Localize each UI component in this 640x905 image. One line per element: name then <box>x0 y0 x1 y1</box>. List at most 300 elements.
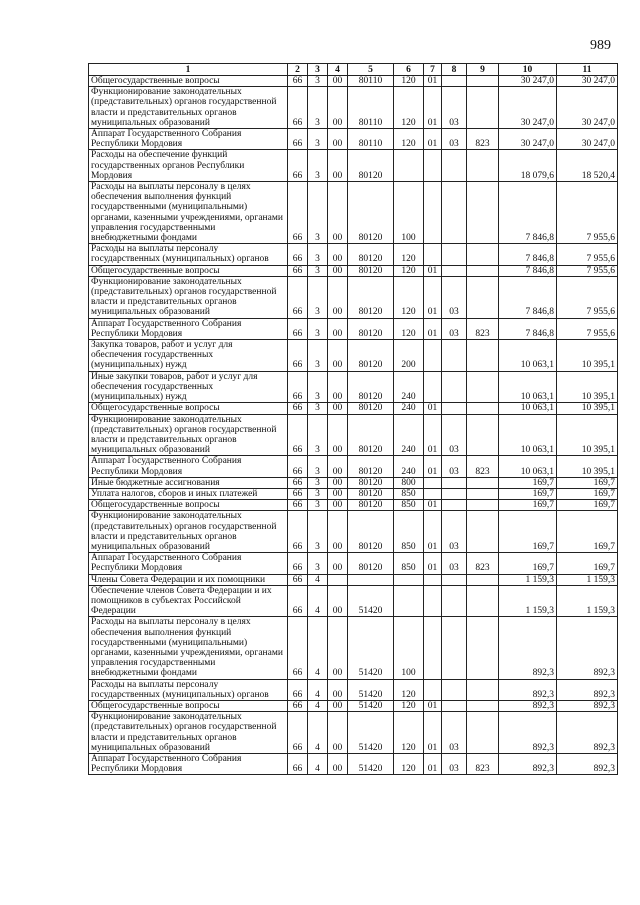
glava-cell: 66 <box>288 712 308 754</box>
code-cell: 00 <box>328 87 348 129</box>
amount-cell: 10 395,1 <box>557 414 618 456</box>
expense-type-cell: 120 <box>394 318 424 339</box>
row-name-cell: Функционирование законодательных (представительных) органов государственной власти и представительных органов муниципальных образований <box>89 414 288 456</box>
amount-cell: 169,7 <box>557 553 618 574</box>
glava-cell: 66 <box>288 129 308 150</box>
table-row <box>89 712 618 754</box>
amount-cell: 169,7 <box>557 511 618 553</box>
section-cell: 01 <box>424 456 442 477</box>
subsection-cell <box>442 574 467 585</box>
ministry-cell <box>467 150 499 182</box>
glava-cell: 66 <box>288 150 308 182</box>
expense-type-cell: 120 <box>394 679 424 700</box>
subsection-cell: 03 <box>442 553 467 574</box>
target-article-cell: 80120 <box>348 553 394 574</box>
target-article-cell: 80120 <box>348 244 394 265</box>
subsection-cell <box>442 488 467 499</box>
row-name-cell: Расходы на выплаты персоналу в целях обеспечения выполнения функций государственными (муниципальными) органами, казенными учреждениями, органами управления государственными внебюджетными фондами <box>89 182 288 244</box>
row-name-cell: Расходы на выплаты персоналу государственных (муниципальных) органов <box>89 244 288 265</box>
ministry-cell <box>467 182 499 244</box>
ministry-cell <box>467 585 499 617</box>
amount-cell: 18 520,4 <box>557 150 618 182</box>
table-row <box>89 87 618 129</box>
expense-type-cell: 850 <box>394 511 424 553</box>
row-name-cell: Расходы на обеспечение функций государственных органов Республики Мордовия <box>89 150 288 182</box>
code-cell: 3 <box>308 265 328 276</box>
code-cell: 3 <box>308 553 328 574</box>
code-cell: 3 <box>308 150 328 182</box>
glava-cell: 66 <box>288 76 308 87</box>
section-cell: 01 <box>424 511 442 553</box>
code-cell: 4 <box>308 585 328 617</box>
code-cell: 3 <box>308 76 328 87</box>
row-name-cell: Функционирование законодательных (представительных) органов государственной власти и представительных органов муниципальных образований <box>89 511 288 553</box>
section-cell: 01 <box>424 318 442 339</box>
subsection-cell <box>442 585 467 617</box>
glava-cell: 66 <box>288 340 308 372</box>
ministry-cell: 823 <box>467 553 499 574</box>
column-header: 4 <box>328 64 348 76</box>
table-row <box>89 150 618 182</box>
glava-cell: 66 <box>288 754 308 775</box>
amount-cell: 1 159,3 <box>557 585 618 617</box>
table-row <box>89 511 618 553</box>
code-cell: 00 <box>328 712 348 754</box>
subsection-cell <box>442 182 467 244</box>
subsection-cell: 03 <box>442 414 467 456</box>
ministry-cell <box>467 265 499 276</box>
code-cell: 00 <box>328 511 348 553</box>
code-cell: 3 <box>308 129 328 150</box>
expense-type-cell <box>394 574 424 585</box>
column-header: 8 <box>442 64 467 76</box>
amount-cell: 7 846,8 <box>499 318 557 339</box>
glava-cell: 66 <box>288 477 308 488</box>
ministry-cell: 823 <box>467 318 499 339</box>
section-cell <box>424 340 442 372</box>
column-header: 6 <box>394 64 424 76</box>
expense-type-cell: 240 <box>394 371 424 403</box>
glava-cell: 66 <box>288 87 308 129</box>
amount-cell: 892,3 <box>499 700 557 711</box>
subsection-cell <box>442 500 467 511</box>
ministry-cell <box>467 76 499 87</box>
code-cell: 3 <box>308 403 328 414</box>
table-row <box>89 500 618 511</box>
section-cell: 01 <box>424 553 442 574</box>
code-cell: 3 <box>308 182 328 244</box>
subsection-cell: 03 <box>442 456 467 477</box>
code-cell: 3 <box>308 456 328 477</box>
row-name-cell: Функционирование законодательных (представительных) органов государственной власти и представительных органов муниципальных образований <box>89 87 288 129</box>
code-cell: 00 <box>328 500 348 511</box>
table-row <box>89 700 618 711</box>
target-article-cell: 80120 <box>348 511 394 553</box>
glava-cell: 66 <box>288 403 308 414</box>
expense-type-cell: 120 <box>394 276 424 318</box>
column-header: 10 <box>499 64 557 76</box>
ministry-cell: 823 <box>467 754 499 775</box>
row-name-cell: Аппарат Государственного Собрания Республики Мордовия <box>89 754 288 775</box>
row-name-cell: Общегосударственные вопросы <box>89 403 288 414</box>
amount-cell: 30 247,0 <box>499 76 557 87</box>
target-article-cell: 80120 <box>348 414 394 456</box>
ministry-cell <box>467 574 499 585</box>
amount-cell: 169,7 <box>499 511 557 553</box>
amount-cell: 30 247,0 <box>557 87 618 129</box>
expense-type-cell: 120 <box>394 712 424 754</box>
expense-type-cell: 100 <box>394 182 424 244</box>
code-cell: 00 <box>328 585 348 617</box>
table-row <box>89 76 618 87</box>
target-article-cell: 80120 <box>348 403 394 414</box>
column-header: 2 <box>288 64 308 76</box>
section-cell: 01 <box>424 500 442 511</box>
amount-cell: 30 247,0 <box>557 76 618 87</box>
ministry-cell <box>467 700 499 711</box>
target-article-cell: 80120 <box>348 265 394 276</box>
row-name-cell: Общегосударственные вопросы <box>89 500 288 511</box>
section-cell <box>424 182 442 244</box>
section-cell <box>424 574 442 585</box>
row-name-cell: Члены Совета Федерации и их помощники <box>89 574 288 585</box>
row-name-cell: Аппарат Государственного Собрания Республики Мордовия <box>89 129 288 150</box>
amount-cell: 30 247,0 <box>557 129 618 150</box>
target-article-cell: 51420 <box>348 617 394 679</box>
ministry-cell <box>467 488 499 499</box>
target-article-cell <box>348 574 394 585</box>
subsection-cell <box>442 403 467 414</box>
subsection-cell <box>442 265 467 276</box>
ministry-cell <box>467 371 499 403</box>
page-number: 989 <box>590 38 611 53</box>
glava-cell: 66 <box>288 456 308 477</box>
expense-type-cell: 240 <box>394 456 424 477</box>
glava-cell: 66 <box>288 371 308 403</box>
table-row <box>89 265 618 276</box>
code-cell: 00 <box>328 754 348 775</box>
glava-cell: 66 <box>288 679 308 700</box>
ministry-cell: 823 <box>467 456 499 477</box>
expense-type-cell: 800 <box>394 477 424 488</box>
expense-type-cell <box>394 150 424 182</box>
ministry-cell <box>467 511 499 553</box>
target-article-cell: 80110 <box>348 87 394 129</box>
section-cell: 01 <box>424 712 442 754</box>
table-row <box>89 414 618 456</box>
section-cell: 01 <box>424 87 442 129</box>
target-article-cell: 80110 <box>348 129 394 150</box>
amount-cell: 169,7 <box>499 553 557 574</box>
header-row <box>89 64 618 76</box>
expense-type-cell: 120 <box>394 129 424 150</box>
section-cell: 01 <box>424 700 442 711</box>
glava-cell: 66 <box>288 182 308 244</box>
code-cell: 3 <box>308 371 328 403</box>
amount-cell: 892,3 <box>499 712 557 754</box>
amount-cell: 169,7 <box>499 500 557 511</box>
amount-cell: 30 247,0 <box>499 129 557 150</box>
target-article-cell: 80120 <box>348 150 394 182</box>
code-cell: 00 <box>328 371 348 403</box>
table-row <box>89 553 618 574</box>
amount-cell: 7 955,6 <box>557 318 618 339</box>
amount-cell: 7 955,6 <box>557 182 618 244</box>
glava-cell: 66 <box>288 617 308 679</box>
ministry-cell <box>467 403 499 414</box>
section-cell: 01 <box>424 76 442 87</box>
amount-cell: 10 063,1 <box>499 414 557 456</box>
section-cell: 01 <box>424 403 442 414</box>
row-name-cell: Аппарат Государственного Собрания Республики Мордовия <box>89 456 288 477</box>
code-cell: 4 <box>308 754 328 775</box>
glava-cell: 66 <box>288 488 308 499</box>
target-article-cell: 80120 <box>348 318 394 339</box>
code-cell: 00 <box>328 129 348 150</box>
table-row <box>89 244 618 265</box>
ministry-cell <box>467 340 499 372</box>
row-name-cell: Аппарат Государственного Собрания Республики Мордовия <box>89 553 288 574</box>
section-cell: 01 <box>424 265 442 276</box>
row-name-cell: Иные закупки товаров, работ и услуг для обеспечения государственных (муниципальных) нужд <box>89 371 288 403</box>
section-cell <box>424 585 442 617</box>
subsection-cell: 03 <box>442 276 467 318</box>
amount-cell: 7 955,6 <box>557 276 618 318</box>
subsection-cell: 03 <box>442 754 467 775</box>
code-cell: 00 <box>328 276 348 318</box>
subsection-cell: 03 <box>442 87 467 129</box>
column-header: 9 <box>467 64 499 76</box>
table-row <box>89 585 618 617</box>
code-cell: 3 <box>308 511 328 553</box>
table-row <box>89 276 618 318</box>
subsection-cell <box>442 150 467 182</box>
subsection-cell: 03 <box>442 712 467 754</box>
row-name-cell: Общегосударственные вопросы <box>89 265 288 276</box>
row-name-cell: Аппарат Государственного Собрания Республики Мордовия <box>89 318 288 339</box>
amount-cell: 18 079,6 <box>499 150 557 182</box>
code-cell: 00 <box>328 456 348 477</box>
section-cell <box>424 679 442 700</box>
amount-cell: 169,7 <box>499 488 557 499</box>
target-article-cell: 80120 <box>348 477 394 488</box>
column-header: 11 <box>557 64 618 76</box>
ministry-cell <box>467 500 499 511</box>
code-cell: 00 <box>328 403 348 414</box>
code-cell: 00 <box>328 150 348 182</box>
code-cell: 00 <box>328 182 348 244</box>
section-cell <box>424 150 442 182</box>
budget-table <box>88 63 618 775</box>
code-cell: 3 <box>308 488 328 499</box>
subsection-cell: 03 <box>442 318 467 339</box>
glava-cell: 66 <box>288 585 308 617</box>
table-row <box>89 456 618 477</box>
section-cell <box>424 477 442 488</box>
glava-cell: 66 <box>288 244 308 265</box>
glava-cell: 66 <box>288 276 308 318</box>
subsection-cell <box>442 371 467 403</box>
code-cell: 00 <box>328 679 348 700</box>
code-cell: 00 <box>328 244 348 265</box>
code-cell: 3 <box>308 477 328 488</box>
section-cell: 01 <box>424 414 442 456</box>
amount-cell: 892,3 <box>557 712 618 754</box>
expense-type-cell: 120 <box>394 754 424 775</box>
code-cell: 3 <box>308 87 328 129</box>
expense-type-cell: 120 <box>394 265 424 276</box>
amount-cell: 169,7 <box>557 500 618 511</box>
expense-type-cell: 100 <box>394 617 424 679</box>
subsection-cell <box>442 76 467 87</box>
row-name-cell: Обеспечение членов Совета Федерации и их помощников в субъектах Российской Федерации <box>89 585 288 617</box>
subsection-cell <box>442 340 467 372</box>
target-article-cell: 51420 <box>348 754 394 775</box>
amount-cell: 1 159,3 <box>557 574 618 585</box>
target-article-cell: 80120 <box>348 488 394 499</box>
glava-cell: 66 <box>288 553 308 574</box>
amount-cell: 10 063,1 <box>499 340 557 372</box>
table-row <box>89 574 618 585</box>
amount-cell: 10 063,1 <box>499 403 557 414</box>
amount-cell: 10 063,1 <box>499 371 557 403</box>
code-cell: 3 <box>308 414 328 456</box>
code-cell: 00 <box>328 340 348 372</box>
row-name-cell: Функционирование законодательных (представительных) органов государственной власти и представительных органов муниципальных образований <box>89 712 288 754</box>
amount-cell: 10 395,1 <box>557 403 618 414</box>
row-name-cell: Расходы на выплаты персоналу государственных (муниципальных) органов <box>89 679 288 700</box>
code-cell: 00 <box>328 318 348 339</box>
code-cell: 00 <box>328 488 348 499</box>
section-cell <box>424 617 442 679</box>
table-row <box>89 340 618 372</box>
glava-cell: 66 <box>288 318 308 339</box>
amount-cell: 892,3 <box>557 700 618 711</box>
expense-type-cell <box>394 585 424 617</box>
glava-cell: 66 <box>288 511 308 553</box>
target-article-cell: 80120 <box>348 500 394 511</box>
code-cell: 4 <box>308 700 328 711</box>
amount-cell: 169,7 <box>499 477 557 488</box>
target-article-cell: 80110 <box>348 76 394 87</box>
amount-cell: 7 955,6 <box>557 265 618 276</box>
target-article-cell: 51420 <box>348 585 394 617</box>
code-cell: 00 <box>328 477 348 488</box>
expense-type-cell: 850 <box>394 488 424 499</box>
amount-cell: 10 395,1 <box>557 456 618 477</box>
ministry-cell <box>467 414 499 456</box>
code-cell: 00 <box>328 617 348 679</box>
expense-type-cell: 200 <box>394 340 424 372</box>
code-cell: 3 <box>308 244 328 265</box>
amount-cell: 892,3 <box>557 754 618 775</box>
ministry-cell <box>467 87 499 129</box>
code-cell: 3 <box>308 500 328 511</box>
target-article-cell: 51420 <box>348 700 394 711</box>
column-header: 1 <box>89 64 288 76</box>
row-name-cell: Расходы на выплаты персоналу в целях обеспечения выполнения функций государственными (муниципальными) органами, казенными учреждениями, органами управления государственными внебюджетными фондами <box>89 617 288 679</box>
subsection-cell <box>442 679 467 700</box>
ministry-cell <box>467 617 499 679</box>
column-header: 3 <box>308 64 328 76</box>
section-cell <box>424 488 442 499</box>
code-cell: 3 <box>308 276 328 318</box>
table-row <box>89 371 618 403</box>
expense-type-cell: 850 <box>394 500 424 511</box>
ministry-cell <box>467 477 499 488</box>
target-article-cell: 51420 <box>348 712 394 754</box>
amount-cell: 1 159,3 <box>499 574 557 585</box>
ministry-cell: 823 <box>467 129 499 150</box>
amount-cell: 10 063,1 <box>499 456 557 477</box>
ministry-cell <box>467 712 499 754</box>
amount-cell: 892,3 <box>499 754 557 775</box>
code-cell: 00 <box>328 553 348 574</box>
amount-cell: 892,3 <box>499 617 557 679</box>
target-article-cell: 80120 <box>348 340 394 372</box>
code-cell: 4 <box>308 617 328 679</box>
table-row <box>89 477 618 488</box>
subsection-cell <box>442 477 467 488</box>
amount-cell: 892,3 <box>557 679 618 700</box>
amount-cell: 7 846,8 <box>499 182 557 244</box>
section-cell <box>424 371 442 403</box>
subsection-cell: 03 <box>442 129 467 150</box>
code-cell: 4 <box>308 574 328 585</box>
target-article-cell: 80120 <box>348 371 394 403</box>
code-cell: 00 <box>328 265 348 276</box>
amount-cell: 169,7 <box>557 477 618 488</box>
column-header: 7 <box>424 64 442 76</box>
amount-cell: 7 846,8 <box>499 244 557 265</box>
subsection-cell <box>442 700 467 711</box>
amount-cell: 7 955,6 <box>557 244 618 265</box>
column-header: 5 <box>348 64 394 76</box>
row-name-cell: Общегосударственные вопросы <box>89 700 288 711</box>
amount-cell: 892,3 <box>499 679 557 700</box>
expense-type-cell: 850 <box>394 553 424 574</box>
row-name-cell: Закупка товаров, работ и услуг для обеспечения государственных (муниципальных) нужд <box>89 340 288 372</box>
amount-cell: 892,3 <box>557 617 618 679</box>
row-name-cell: Функционирование законодательных (представительных) органов государственной власти и представительных органов муниципальных образований <box>89 276 288 318</box>
code-cell: 00 <box>328 76 348 87</box>
code-cell: 00 <box>328 414 348 456</box>
table-row <box>89 182 618 244</box>
glava-cell: 66 <box>288 414 308 456</box>
section-cell: 01 <box>424 129 442 150</box>
expense-type-cell: 240 <box>394 414 424 456</box>
code-cell: 4 <box>308 679 328 700</box>
table-row <box>89 318 618 339</box>
row-name-cell: Уплата налогов, сборов и иных платежей <box>89 488 288 499</box>
amount-cell: 10 395,1 <box>557 340 618 372</box>
target-article-cell: 80120 <box>348 276 394 318</box>
amount-cell: 7 846,8 <box>499 265 557 276</box>
table-row <box>89 754 618 775</box>
expense-type-cell: 120 <box>394 700 424 711</box>
expense-type-cell: 120 <box>394 76 424 87</box>
row-name-cell: Иные бюджетные ассигнования <box>89 477 288 488</box>
expense-type-cell: 120 <box>394 87 424 129</box>
section-cell: 01 <box>424 276 442 318</box>
expense-type-cell: 240 <box>394 403 424 414</box>
amount-cell: 7 846,8 <box>499 276 557 318</box>
glava-cell: 66 <box>288 574 308 585</box>
ministry-cell <box>467 679 499 700</box>
glava-cell: 66 <box>288 700 308 711</box>
subsection-cell: 03 <box>442 511 467 553</box>
amount-cell: 30 247,0 <box>499 87 557 129</box>
